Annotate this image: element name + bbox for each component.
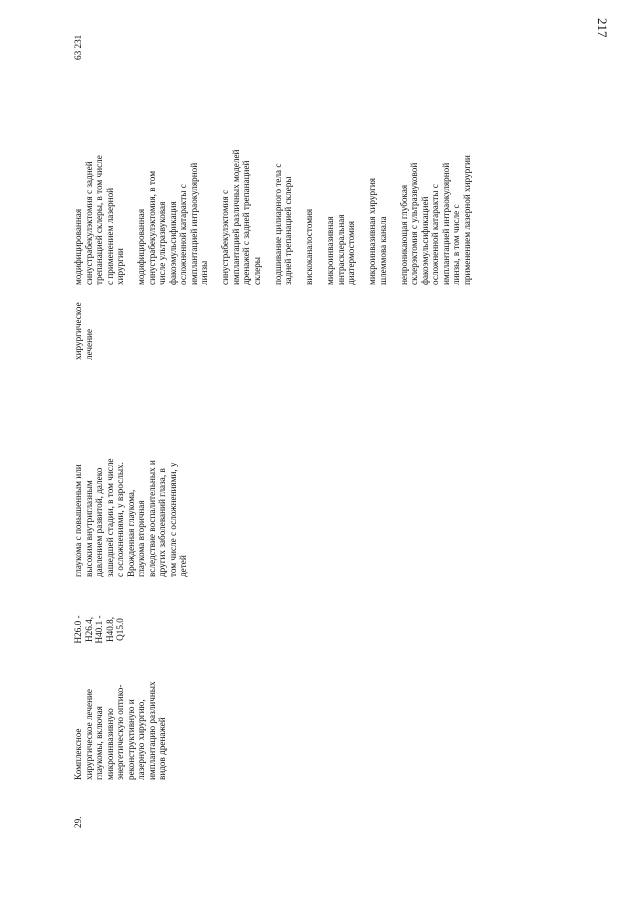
treatment-name-line: хирургическое лечение bbox=[83, 689, 94, 780]
method-line: осложненной катаракты с bbox=[178, 184, 188, 285]
method-line: вискоканалостомия bbox=[304, 208, 314, 285]
icd-code-line: Q15.0 bbox=[115, 618, 125, 641]
method-line: имплантацией различных моделей bbox=[230, 149, 241, 285]
diagnosis-line: с осложнениями, у взрослых. bbox=[115, 462, 125, 577]
diagnosis-line: глаукома с повышенным или bbox=[73, 464, 83, 577]
method-line: синустрабекулэктомия с задней bbox=[83, 161, 94, 285]
method-line: факоэмульсификацией bbox=[419, 196, 430, 285]
row-number: 29. bbox=[73, 816, 83, 828]
method-line: числе ультразвуковая bbox=[157, 201, 167, 285]
treatment-name-line: лазерную хирургию, bbox=[136, 699, 146, 780]
method-line: подшивание цилиарного тела с bbox=[272, 163, 283, 285]
treatment-type-cell bbox=[73, 295, 94, 360]
icd-codes-cell bbox=[73, 602, 126, 657]
method-line: склерэктомия с ультразвуковой bbox=[409, 162, 419, 285]
method-line: трепанацией склеры, в том числе bbox=[94, 155, 104, 285]
method-line: применением лазерной хирургии bbox=[461, 155, 472, 285]
method-line: имплантацией интраокулярной bbox=[188, 162, 199, 285]
method-line: линзы, в том числе с bbox=[451, 204, 461, 285]
diagnosis-line: Врожденная глаукома, bbox=[125, 489, 136, 577]
method-line: хирургии bbox=[115, 248, 125, 285]
treatment-name-line: видов дренажей bbox=[157, 717, 167, 780]
method-line: линзы bbox=[199, 260, 209, 285]
method-line: микроинвазивная bbox=[325, 216, 335, 285]
treatment-name-cell bbox=[73, 655, 168, 780]
method-line: шлеммова канала bbox=[377, 216, 388, 285]
method-line: диатермостомия bbox=[346, 221, 356, 285]
diagnosis-line: детей bbox=[178, 555, 188, 577]
method-line: имплантацией интраокулярной bbox=[440, 162, 451, 285]
treatment-name-line: микроинвазивную bbox=[104, 708, 115, 780]
diagnosis-line: том числе с осложнениями, у bbox=[167, 462, 178, 577]
treatment-name-line: имплантацию различных bbox=[146, 681, 157, 780]
method-line: задней трепанацией склеры bbox=[283, 176, 293, 285]
method-line: интрасклеральная bbox=[335, 214, 346, 285]
method-line: осложненной катаракты с bbox=[430, 184, 440, 285]
method-line: модифицированная bbox=[73, 208, 83, 285]
treatment-name-line: глаукомы, включая bbox=[94, 706, 104, 780]
icd-code-line: H26.0 - H26.4, bbox=[73, 615, 94, 644]
diagnosis-line: других заболеваний глаза, в bbox=[157, 468, 167, 577]
method-line: синустрабекулэктомия с bbox=[220, 189, 230, 285]
treatment-name-line: реконструктивную и bbox=[125, 699, 136, 780]
method-line: дренажей с задней трепанацией bbox=[241, 160, 251, 285]
page-number: 217 bbox=[595, 18, 610, 38]
methods-cell bbox=[73, 80, 472, 285]
diagnosis-line: зашедшей стадии, в том числе bbox=[104, 458, 115, 577]
diagnosis-line: давлением развитой, далеко bbox=[94, 467, 104, 577]
diagnosis-cell bbox=[73, 422, 189, 577]
treatment-name-line: энергетическую оптико- bbox=[115, 684, 125, 780]
diagnosis-line: высоким внутриглазным bbox=[83, 480, 94, 577]
treatment-type-line: хирургическое bbox=[73, 302, 83, 360]
diagnosis-line: вследствие воспалительных и bbox=[146, 460, 157, 577]
treatment-type-line: лечение bbox=[83, 328, 94, 360]
icd-code-line: H40.1 - H40.8, bbox=[94, 615, 115, 644]
method-line: синустрабекулэктомия, в том bbox=[146, 170, 157, 285]
treatment-name-line: Комплексное bbox=[73, 728, 83, 780]
method-line: микроинвазивная хирургия bbox=[367, 178, 377, 285]
method-line: с применением лазерной bbox=[104, 187, 115, 285]
method-line: склеры bbox=[251, 257, 262, 285]
diagnosis-line: глаукома вторичная bbox=[136, 500, 146, 577]
method-line: непроникающая глубокая bbox=[398, 184, 409, 285]
method-line: модифицированная bbox=[136, 208, 146, 285]
cost-cell: 63 231 bbox=[73, 34, 83, 60]
method-line: факоэмульсификация bbox=[167, 201, 178, 285]
